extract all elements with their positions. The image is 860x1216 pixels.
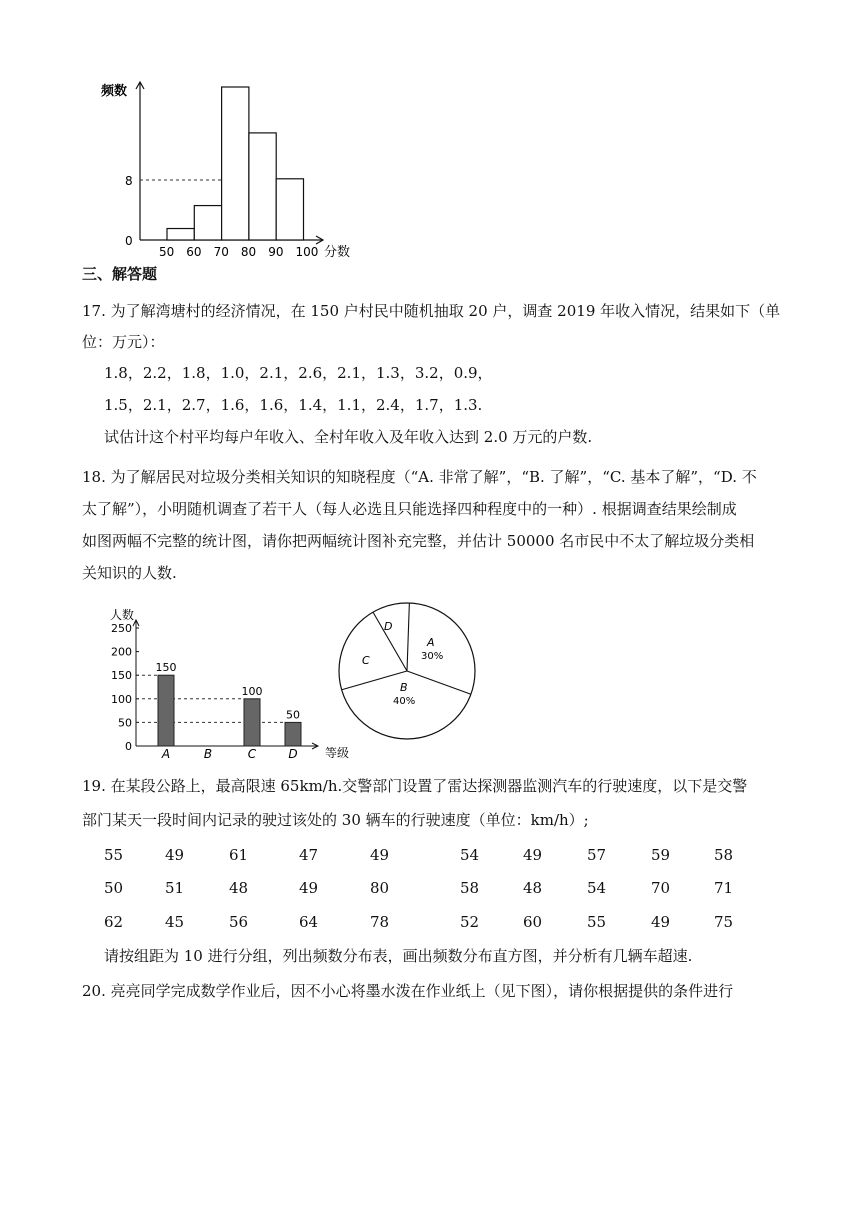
q19-line2: 部门某天一段时间内记录的驶过该处的 30 辆车的行驶速度（单位：km/h）; <box>82 811 589 829</box>
bar-cat-A: A <box>161 747 171 761</box>
survey-pie-chart <box>335 596 485 746</box>
q18-line2: 太了解”），小明随机调查了若干人（每人必选且只能选择四种程度中的一种）. 根据调查结果绘制成 <box>82 500 737 518</box>
bar-cat-B: B <box>203 747 213 761</box>
pie-label-a: A <box>427 636 435 649</box>
bar-ytick-0: 0 <box>125 740 132 753</box>
hist-ylabel: 频数 <box>101 84 128 99</box>
hist-bar-90-100 <box>276 179 303 240</box>
hist-xtick-50: 50 <box>159 245 175 259</box>
hist-bar-80-90 <box>249 133 276 240</box>
bar-ytick-200: 200 <box>111 645 132 659</box>
speed-cell: 49 <box>299 879 319 897</box>
survey-bar-chart <box>100 603 370 763</box>
bar-value-label-A: 150 <box>155 661 177 675</box>
speed-cell: 71 <box>714 879 734 897</box>
hist-xtick-70: 70 <box>213 245 229 259</box>
hist-xtick-90: 90 <box>268 245 284 259</box>
pie-label-c: C <box>362 654 370 667</box>
q17-line1: 17. 为了解湾塘村的经济情况，在 150 户村民中随机抽取 20 户，调查 2019 年收入情况，结果如下（单 <box>82 302 781 320</box>
speed-cell: 64 <box>299 913 319 931</box>
speed-cell: 70 <box>651 879 671 897</box>
speed-cell: 47 <box>299 846 319 864</box>
bar-A <box>158 675 174 746</box>
speed-cell: 48 <box>229 879 249 897</box>
q19-line1: 19. 在某段公路上，最高限速 65km/h.交警部门设置了雷达探测器监测汽车的行驶速度，以下是交警 <box>82 777 748 795</box>
pie-pct-a: 30% <box>421 651 444 662</box>
bar-ytick-50: 50 <box>118 716 132 730</box>
speed-cell: 49 <box>370 846 390 864</box>
speed-cell: 45 <box>165 913 185 931</box>
speed-cell: 80 <box>370 879 390 897</box>
hist-bar-60-70 <box>194 206 221 240</box>
speed-cell: 48 <box>523 879 543 897</box>
bar-cat-C: C <box>247 747 257 761</box>
bar-xlabel: 等级 <box>325 746 350 760</box>
bar-ylabel: 人数 <box>110 608 135 622</box>
bar-C <box>244 699 260 746</box>
hist-xtick-100: 100 <box>295 245 319 259</box>
speed-cell: 49 <box>651 913 671 931</box>
speed-cell: 55 <box>587 913 607 931</box>
hist-xtick-80: 80 <box>240 245 257 259</box>
speed-cell: 51 <box>165 879 185 897</box>
hist-xtick-60: 60 <box>186 245 202 259</box>
q17-data2: 1.5，2.1，2.7，1.6，1.6，1.4，1.1，2.4，1.7，1.3. <box>104 396 483 414</box>
speed-cell: 49 <box>523 846 543 864</box>
q17-line2: 位：万元）： <box>82 333 165 351</box>
bar-cat-D: D <box>288 747 298 761</box>
speed-cell: 54 <box>460 846 480 864</box>
q18-line4: 关知识的人数. <box>82 564 177 582</box>
speed-cell: 57 <box>587 846 607 864</box>
speed-cell: 61 <box>229 846 249 864</box>
q19-ask: 请按组距为 10 进行分组，列出频数分布表，画出频数分布直方图，并分析有几辆车超速. <box>104 947 693 965</box>
bar-value-label-C: 100 <box>241 684 263 698</box>
q18-line3: 如图两幅不完整的统计图，请你把两幅统计图补充完整，并估计 50000 名市民中不太了解垃圾分类相 <box>82 532 755 550</box>
speed-cell: 54 <box>587 879 607 897</box>
speed-cell: 58 <box>714 846 734 864</box>
hist-ytick-0: 0 <box>125 234 133 248</box>
speed-cell: 75 <box>714 913 734 931</box>
bar-D <box>285 722 301 746</box>
speed-cell: 59 <box>651 846 671 864</box>
hist-xlabel: 分数 <box>324 245 351 260</box>
frequency-histogram <box>95 75 375 265</box>
pie-pct-b: 40% <box>393 696 416 707</box>
speed-cell: 56 <box>229 913 249 931</box>
bar-ytick-100: 100 <box>111 692 132 706</box>
q17-ask: 试估计这个村平均每户年收入、全村年收入及年收入达到 2.0 万元的户数. <box>104 428 593 446</box>
pie-label-d: D <box>384 620 393 633</box>
speed-cell: 62 <box>104 913 124 931</box>
q17-data1: 1.8，2.2，1.8，1.0，2.1，2.6，2.1，1.3，3.2，0.9， <box>104 364 493 382</box>
q20-line1: 20. 亮亮同学完成数学作业后，因不小心将墨水泼在作业纸上（见下图），请你根据提供的条件进行 <box>82 982 734 1000</box>
section-title: 三、解答题 <box>82 265 158 283</box>
hist-bar-70-80 <box>222 87 249 240</box>
speed-cell: 49 <box>165 846 185 864</box>
speed-cell: 58 <box>460 879 480 897</box>
hist-bar-50-60 <box>167 229 194 240</box>
bar-ytick-150: 150 <box>111 669 132 683</box>
speed-cell: 52 <box>460 913 480 931</box>
q18-line1: 18. 为了解居民对垃圾分类相关知识的知晓程度（“A. 非常了解”，“B. 了解”，“C. 基本了解”，“D. 不 <box>82 468 757 486</box>
hist-ytick-8: 8 <box>125 174 133 188</box>
bar-ytick-250: 250 <box>111 622 132 635</box>
pie-label-b: B <box>400 681 408 694</box>
speed-cell: 78 <box>370 913 390 931</box>
speed-cell: 60 <box>523 913 543 931</box>
speed-cell: 55 <box>104 846 124 864</box>
speed-cell: 50 <box>104 879 124 897</box>
bar-value-label-D: 50 <box>286 708 300 722</box>
